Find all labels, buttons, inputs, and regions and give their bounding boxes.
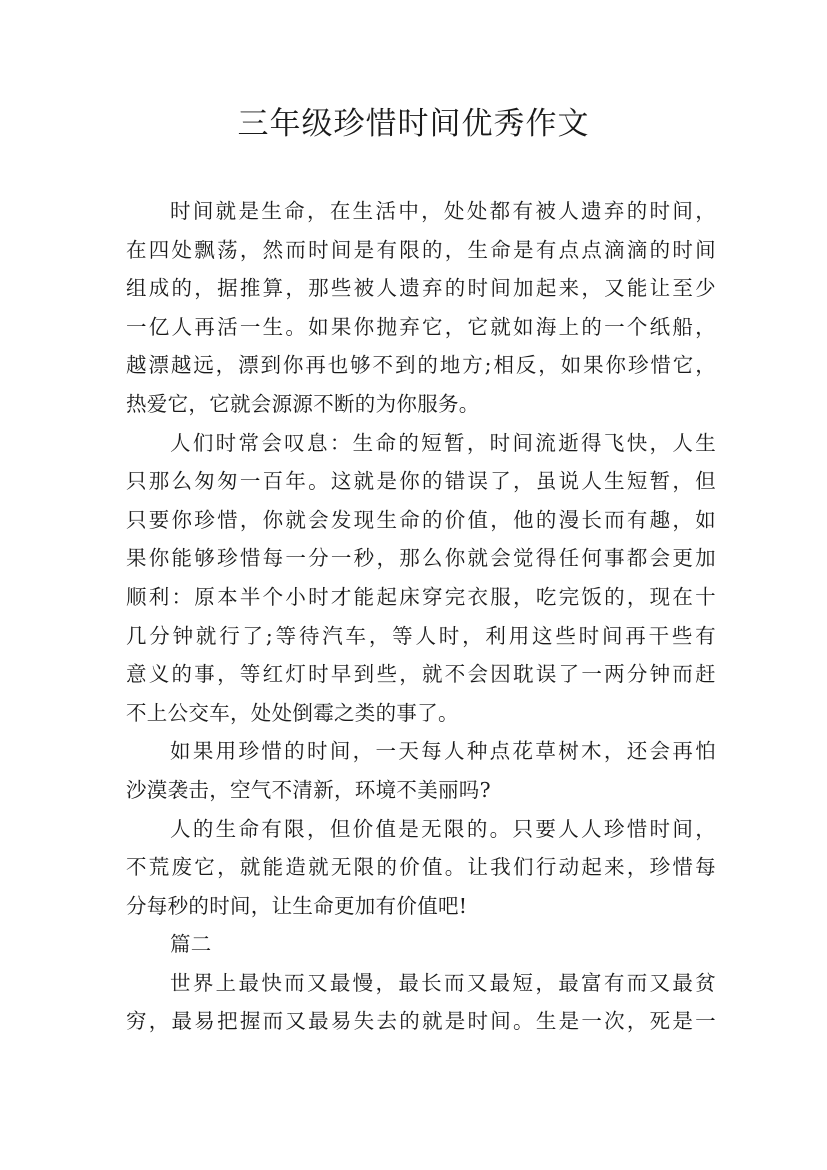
text-line: 时间就是生命，在生活中，处处都有被人遗弃的时间，: [170, 199, 716, 223]
text-line: 分每秒的时间，让生命更加有价值吧!: [126, 893, 468, 918]
text-line: 热爱它，它就会源源不断的为你服务。: [126, 391, 480, 416]
document-title: 三年级珍惜时间优秀作文: [237, 106, 590, 142]
text-line: 只那么匆匆一百年。这就是你的错误了，虽说人生短暂，但: [126, 469, 716, 494]
text-line: 人的生命有限，但价值是无限的。只要人人珍惜时间，: [170, 816, 716, 841]
text-line: 果你能够珍惜每一分一秒，那么你就会觉得任何事都会更加: [126, 546, 716, 571]
text-line: 只要你珍惜，你就会发现生命的价值，他的漫长而有趣，如: [126, 507, 716, 532]
text-line: 篇二: [170, 932, 212, 957]
text-line: 穷，最易把握而又最易失去的就是时间。生是一次，死是一: [126, 1009, 716, 1034]
text-line: 不上公交车，处处倒霉之类的事了。: [126, 700, 459, 725]
text-line: 不荒废它，就能造就无限的价值。让我们行动起来，珍惜每: [126, 855, 716, 880]
text-line: 几分钟就行了;等待汽车，等人时，利用这些时间再干些有: [126, 623, 716, 648]
text-line: 越漂越远，漂到你再也够不到的地方;相反，如果你珍惜它，: [126, 353, 716, 378]
text-line: 世界上最快而又最慢，最长而又最短，最富有而又最贫: [170, 970, 716, 995]
text-line: 组成的，据推算，那些被人遗弃的时间加起来，又能让至少: [126, 276, 716, 301]
text-line: 一亿人再活一生。如果你抛弃它，它就如海上的一个纸船，: [126, 314, 716, 339]
document-body: [126, 192, 716, 1041]
text-line: 顺利：原本半个小时才能起床穿完衣服，吃完饭的，现在十: [126, 584, 716, 609]
text-line: 沙漠袭击，空气不清新，环境不美丽吗?: [126, 777, 491, 802]
text-line: 如果用珍惜的时间，一天每人种点花草树木，还会再怕: [170, 739, 716, 764]
text-line: 意义的事，等红灯时早到些，就不会因耽误了一两分钟而赶: [126, 662, 716, 687]
text-line: 人们时常会叹息：生命的短暂，时间流逝得飞快，人生: [170, 430, 716, 455]
text-line: 在四处飘荡，然而时间是有限的，生命是有点点滴滴的时间: [126, 237, 716, 262]
